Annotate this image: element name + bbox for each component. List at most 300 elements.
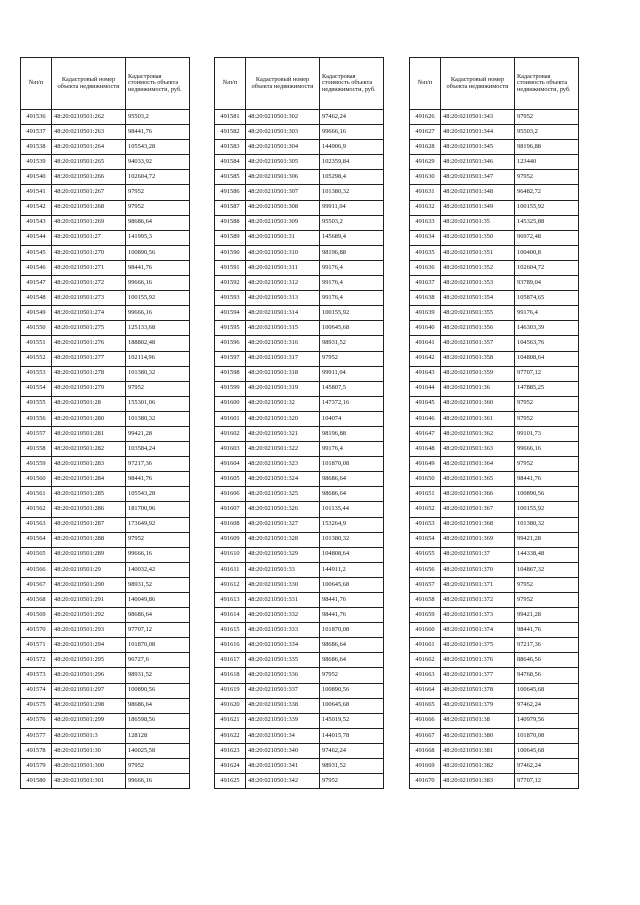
cadastral-number: 48:20:0210501:278 [52,366,126,381]
cadastral-value: 103584,24 [126,442,190,457]
cadastral-value: 96972,48 [515,230,579,245]
cadastral-number: 48:20:0210501:333 [246,623,320,638]
table-row [410,562,579,577]
table-row [410,125,579,140]
table-row [21,713,190,728]
cadastral-number: 48:20:0210501:301 [52,774,126,789]
table-row [21,668,190,683]
cadastral-value: 140049,86 [126,593,190,608]
cadastral-number: 48:20:0210501:266 [52,170,126,185]
cadastral-value: 97462,24 [515,698,579,713]
table-header-row [215,58,384,110]
table-row [21,759,190,774]
cadastral-value: 100645,68 [515,683,579,698]
row-number: 491601 [215,411,246,426]
cadastral-number: 48:20:0210501:380 [441,728,515,743]
cadastral-number: 48:20:0210501:360 [441,396,515,411]
cadastral-value: 98441,76 [515,623,579,638]
cadastral-value: 101380,32 [126,411,190,426]
cadastral-number: 48:20:0210501:28 [52,396,126,411]
cadastral-number: 48:20:0210501:376 [441,653,515,668]
cadastral-number: 48:20:0210501:314 [246,306,320,321]
cadastral-number: 48:20:0210501:358 [441,351,515,366]
row-number: 491651 [410,487,441,502]
table-row [21,366,190,381]
cadastral-value: 101380,32 [126,366,190,381]
cadastral-value: 98931,52 [320,759,384,774]
row-number: 491662 [410,653,441,668]
row-number: 491559 [21,457,52,472]
row-number: 491614 [215,608,246,623]
table-row [215,759,384,774]
table-row [410,728,579,743]
table-row [410,291,579,306]
cadastral-value: 188802,48 [126,336,190,351]
cadastral-value: 144338,48 [515,547,579,562]
row-number: 491627 [410,125,441,140]
row-number: 491550 [21,321,52,336]
table-row [410,487,579,502]
row-number: 491582 [215,125,246,140]
row-number: 491543 [21,215,52,230]
table-row [410,577,579,592]
table-row [410,170,579,185]
cadastral-number: 48:20:0210501:38 [441,713,515,728]
row-number: 491569 [21,608,52,623]
cadastral-number: 48:20:0210501:379 [441,698,515,713]
table-row [410,306,579,321]
cadastral-value: 94768,56 [515,668,579,683]
cadastral-value: 100400,8 [515,245,579,260]
cadastral-value: 99421,28 [515,532,579,547]
row-number: 491572 [21,653,52,668]
cadastral-value: 99176,4 [320,442,384,457]
row-number: 491581 [215,110,246,125]
table-row [21,381,190,396]
cadastral-number: 48:20:0210501:343 [441,110,515,125]
table-row [21,472,190,487]
table-row [410,140,579,155]
cadastral-value: 94033,92 [126,155,190,170]
cadastral-value: 99666,16 [126,306,190,321]
cadastral-value: 101870,08 [320,457,384,472]
cadastral-number: 48:20:0210501:284 [52,472,126,487]
row-number: 491585 [215,170,246,185]
table-row [215,125,384,140]
table-row [410,668,579,683]
cadastral-value: 146303,39 [515,321,579,336]
cadastral-number: 48:20:0210501:346 [441,155,515,170]
cadastral-number: 48:20:0210501:352 [441,260,515,275]
table-row [410,321,579,336]
table-row [21,487,190,502]
table-row [410,743,579,758]
cadastral-value: 147885,25 [515,381,579,396]
table-row [410,502,579,517]
table-row [215,215,384,230]
cadastral-number: 48:20:0210501:372 [441,593,515,608]
cadastral-number: 48:20:0210501:339 [246,713,320,728]
row-number: 491552 [21,351,52,366]
table-row [215,487,384,502]
row-number: 491661 [410,638,441,653]
header-cadastral-value: Кадастровая стоимость объекта недвижимости, руб. [320,58,384,110]
cadastral-value: 153264,9 [320,517,384,532]
table-row [215,698,384,713]
cadastral-number: 48:20:0210501:318 [246,366,320,381]
cadastral-value: 97707,12 [515,366,579,381]
header-num: №п/п [21,58,52,110]
row-number: 491653 [410,517,441,532]
cadastral-value: 97462,24 [320,110,384,125]
table-row [215,623,384,638]
cadastral-number: 48:20:0210501:267 [52,185,126,200]
cadastral-number: 48:20:0210501:296 [52,668,126,683]
row-number: 491669 [410,759,441,774]
cadastral-value: 100890,56 [126,683,190,698]
row-number: 491632 [410,200,441,215]
cadastral-value: 93789,04 [515,276,579,291]
table-row [21,502,190,517]
cadastral-number: 48:20:0210501:282 [52,442,126,457]
row-number: 491544 [21,230,52,245]
cadastral-value: 105543,28 [126,487,190,502]
cadastral-number: 48:20:0210501:382 [441,759,515,774]
table-row [215,185,384,200]
table-row [410,623,579,638]
cadastral-value: 101870,08 [515,728,579,743]
row-number: 491605 [215,472,246,487]
cadastral-value: 97952 [515,170,579,185]
cadastral-value: 140025,58 [126,743,190,758]
cadastral-table-column-1 [20,57,190,789]
cadastral-value: 100155,92 [126,291,190,306]
cadastral-value: 104808,64 [320,547,384,562]
row-number: 491670 [410,774,441,789]
cadastral-value: 104563,76 [515,336,579,351]
cadastral-number: 48:20:0210501:342 [246,774,320,789]
table-row [410,155,579,170]
cadastral-number: 48:20:0210501:322 [246,442,320,457]
cadastral-number: 48:20:0210501:377 [441,668,515,683]
cadastral-number: 48:20:0210501:335 [246,653,320,668]
cadastral-value: 99911,04 [320,200,384,215]
cadastral-number: 48:20:0210501:355 [441,306,515,321]
cadastral-number: 48:20:0210501:311 [246,260,320,275]
cadastral-number: 48:20:0210501:326 [246,502,320,517]
row-number: 491591 [215,260,246,275]
cadastral-value: 99101,73 [515,426,579,441]
row-number: 491565 [21,547,52,562]
row-number: 491603 [215,442,246,457]
table-row [410,351,579,366]
row-number: 491597 [215,351,246,366]
cadastral-number: 48:20:0210501:288 [52,532,126,547]
cadastral-number: 48:20:0210501:349 [441,200,515,215]
row-number: 491647 [410,426,441,441]
header-num: №п/п [215,58,246,110]
cadastral-table-column-2 [214,57,384,789]
cadastral-number: 48:20:0210501:354 [441,291,515,306]
cadastral-value: 100155,92 [515,502,579,517]
table-row [215,683,384,698]
table-row [21,608,190,623]
table-row [21,170,190,185]
row-number: 491561 [21,487,52,502]
cadastral-number: 48:20:0210501:371 [441,577,515,592]
cadastral-number: 48:20:0210501:291 [52,593,126,608]
cadastral-number: 48:20:0210501:312 [246,276,320,291]
row-number: 491609 [215,532,246,547]
table-row [410,276,579,291]
table-row [21,426,190,441]
cadastral-number: 48:20:0210501:315 [246,321,320,336]
cadastral-value: 104808,64 [515,351,579,366]
cadastral-value: 102114,96 [126,351,190,366]
row-number: 491599 [215,381,246,396]
cadastral-number: 48:20:0210501:320 [246,411,320,426]
cadastral-number: 48:20:0210501:283 [52,457,126,472]
cadastral-value: 99176,4 [320,276,384,291]
cadastral-number: 48:20:0210501:336 [246,668,320,683]
header-cadastral-number: Кадастровый номер объекта недвижимости [246,58,320,110]
cadastral-number: 48:20:0210501:308 [246,200,320,215]
cadastral-number: 48:20:0210501:287 [52,517,126,532]
row-number: 491633 [410,215,441,230]
row-number: 491612 [215,577,246,592]
row-number: 491560 [21,472,52,487]
row-number: 491579 [21,759,52,774]
cadastral-value: 181700,96 [126,502,190,517]
table-row [215,245,384,260]
row-number: 491578 [21,743,52,758]
table-row [215,442,384,457]
cadastral-value: 97217,36 [126,457,190,472]
cadastral-number: 48:20:0210501:323 [246,457,320,472]
header-cadastral-number: Кадастровый номер объекта недвижимости [52,58,126,110]
table-row [215,381,384,396]
row-number: 491638 [410,291,441,306]
row-number: 491652 [410,502,441,517]
row-number: 491644 [410,381,441,396]
row-number: 491621 [215,713,246,728]
table-row [215,155,384,170]
header-num: №п/п [410,58,441,110]
cadastral-value: 98441,76 [126,472,190,487]
row-number: 491546 [21,260,52,275]
table-row [410,442,579,457]
table-row [21,442,190,457]
cadastral-value: 105298,4 [320,170,384,185]
table-row [410,532,579,547]
row-number: 491551 [21,336,52,351]
cadastral-value: 97952 [126,759,190,774]
cadastral-value: 97952 [126,381,190,396]
table-row [215,260,384,275]
cadastral-number: 48:20:0210501:366 [441,487,515,502]
cadastral-number: 48:20:0210501:280 [52,411,126,426]
cadastral-number: 48:20:0210501:319 [246,381,320,396]
cadastral-value: 101380,32 [320,532,384,547]
cadastral-number: 48:20:0210501:276 [52,336,126,351]
cadastral-value: 104074 [320,411,384,426]
cadastral-value: 101380,32 [515,517,579,532]
cadastral-value: 100890,56 [515,487,579,502]
table-header-row [21,58,190,110]
row-number: 491613 [215,593,246,608]
cadastral-number: 48:20:0210501:330 [246,577,320,592]
row-number: 491595 [215,321,246,336]
cadastral-value: 144911,2 [320,562,384,577]
table-row [21,743,190,758]
row-number: 491554 [21,381,52,396]
row-number: 491664 [410,683,441,698]
row-number: 491571 [21,638,52,653]
table-row [410,260,579,275]
cadastral-value: 105543,28 [126,140,190,155]
cadastral-value: 98686,64 [126,215,190,230]
cadastral-number: 48:20:0210501:362 [441,426,515,441]
table-row [410,366,579,381]
cadastral-number: 48:20:0210501:3 [52,728,126,743]
table-row [21,110,190,125]
table-row [21,683,190,698]
cadastral-number: 48:20:0210501:275 [52,321,126,336]
cadastral-value: 155301,06 [126,396,190,411]
cadastral-number: 48:20:0210501:383 [441,774,515,789]
cadastral-number: 48:20:0210501:30 [52,743,126,758]
table-row [410,472,579,487]
cadastral-number: 48:20:0210501:341 [246,759,320,774]
cadastral-value: 88646,56 [515,653,579,668]
cadastral-number: 48:20:0210501:293 [52,623,126,638]
row-number: 491576 [21,713,52,728]
cadastral-number: 48:20:0210501:273 [52,291,126,306]
row-number: 491643 [410,366,441,381]
table-row [21,291,190,306]
cadastral-number: 48:20:0210501:324 [246,472,320,487]
row-number: 491541 [21,185,52,200]
table-row [410,698,579,713]
table-row [215,366,384,381]
row-number: 491568 [21,593,52,608]
cadastral-number: 48:20:0210501:357 [441,336,515,351]
table-row [410,381,579,396]
table-row [410,457,579,472]
table-row [21,517,190,532]
cadastral-value: 140032,42 [126,562,190,577]
row-number: 491654 [410,532,441,547]
row-number: 491628 [410,140,441,155]
cadastral-number: 48:20:0210501:347 [441,170,515,185]
table-row [21,155,190,170]
cadastral-value: 101380,32 [320,185,384,200]
table-row [215,774,384,789]
table-row [215,140,384,155]
row-number: 491619 [215,683,246,698]
row-number: 491566 [21,562,52,577]
table-row [21,185,190,200]
cadastral-number: 48:20:0210501:331 [246,593,320,608]
cadastral-value: 95503,2 [320,215,384,230]
cadastral-number: 48:20:0210501:303 [246,125,320,140]
row-number: 491660 [410,623,441,638]
table-row [215,668,384,683]
cadastral-number: 48:20:0210501:29 [52,562,126,577]
table-row [21,336,190,351]
cadastral-number: 48:20:0210501:281 [52,426,126,441]
cadastral-number: 48:20:0210501:292 [52,608,126,623]
table-row [21,260,190,275]
cadastral-number: 48:20:0210501:361 [441,411,515,426]
cadastral-value: 99666,16 [126,547,190,562]
table-row [215,593,384,608]
table-row [215,517,384,532]
cadastral-value: 98931,52 [126,668,190,683]
row-number: 491548 [21,291,52,306]
row-number: 491607 [215,502,246,517]
cadastral-number: 48:20:0210501:353 [441,276,515,291]
cadastral-value: 98441,76 [320,608,384,623]
row-number: 491580 [21,774,52,789]
cadastral-value: 95503,2 [126,110,190,125]
cadastral-value: 99176,4 [320,291,384,306]
cadastral-number: 48:20:0210501:329 [246,547,320,562]
row-number: 491615 [215,623,246,638]
cadastral-number: 48:20:0210501:305 [246,155,320,170]
table-row [21,245,190,260]
row-number: 491617 [215,653,246,668]
cadastral-value: 97952 [126,185,190,200]
cadastral-number: 48:20:0210501:325 [246,487,320,502]
cadastral-value: 100645,68 [515,743,579,758]
cadastral-value: 105874,65 [515,291,579,306]
cadastral-number: 48:20:0210501:367 [441,502,515,517]
table-row [410,411,579,426]
cadastral-number: 48:20:0210501:35 [441,215,515,230]
cadastral-value: 99911,04 [320,366,384,381]
cadastral-value: 99666,16 [515,442,579,457]
cadastral-number: 48:20:0210501:31 [246,230,320,245]
cadastral-value: 100890,56 [320,683,384,698]
row-number: 491577 [21,728,52,743]
row-number: 491626 [410,110,441,125]
cadastral-number: 48:20:0210501:264 [52,140,126,155]
cadastral-number: 48:20:0210501:375 [441,638,515,653]
row-number: 491567 [21,577,52,592]
cadastral-value: 99176,4 [515,306,579,321]
cadastral-value: 123440 [515,155,579,170]
table-row [410,396,579,411]
table-row [410,110,579,125]
row-number: 491556 [21,411,52,426]
table-row [215,336,384,351]
table-row [215,426,384,441]
table-row [21,623,190,638]
row-number: 491631 [410,185,441,200]
cadastral-number: 48:20:0210501:363 [441,442,515,457]
cadastral-value: 145807,5 [320,381,384,396]
table-row [215,472,384,487]
row-number: 491635 [410,245,441,260]
cadastral-value: 98686,64 [126,608,190,623]
row-number: 491642 [410,351,441,366]
header-cadastral-value: Кадастровая стоимость объекта недвижимости, руб. [126,58,190,110]
table-row [410,426,579,441]
row-number: 491540 [21,170,52,185]
cadastral-number: 48:20:0210501:27 [52,230,126,245]
cadastral-value: 97707,12 [126,623,190,638]
